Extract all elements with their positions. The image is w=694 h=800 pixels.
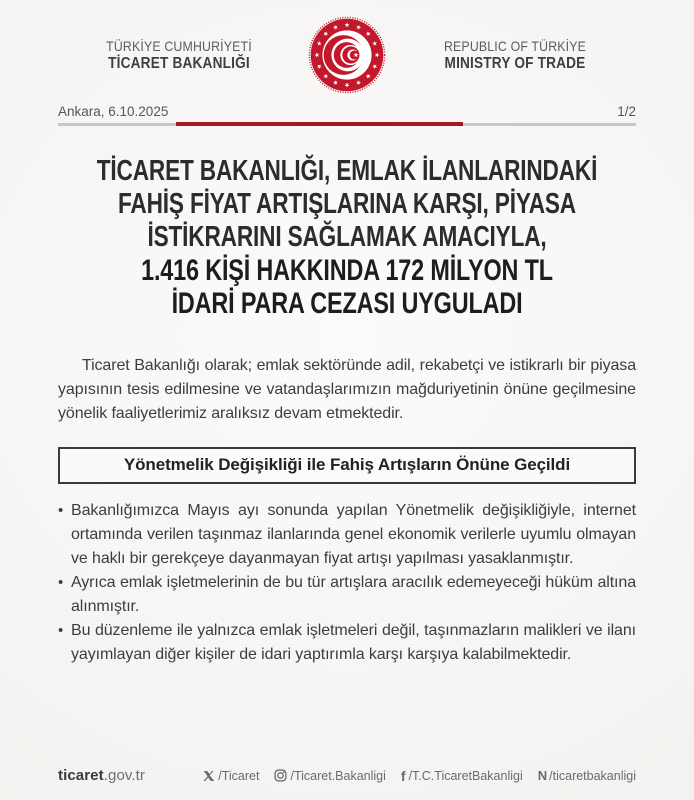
headline-line-2: FAHİŞ FİYAT ARTIŞLARINA KARŞI, PİYASA xyxy=(117,188,576,220)
website-url-bold: ticaret xyxy=(58,767,104,784)
facebook-icon: f xyxy=(400,767,406,784)
ministry-name-en xyxy=(409,38,622,73)
meta-row xyxy=(0,104,694,119)
intro-paragraph: Ticaret Bakanlığı olarak; emlak sektöründe adil, rekabetçi ve istikrarlı bir piyasa yapısının tesis edilmesine ve vatandaşlarımızın mağduriyetinin önüne geçilmesine yönelik faaliyetlerimiz aralıksız devam etmektedir. xyxy=(58,357,636,422)
social-item-instagram xyxy=(274,769,385,783)
ministry-name-en-line2: MINISTRY OF TRADE xyxy=(444,54,586,72)
website-url xyxy=(58,767,145,784)
headline-line-1: TİCARET BAKANLIĞI, EMLAK İLANLARINDAKİ xyxy=(96,155,598,187)
headline-line-5: İDARİ PARA CEZASI UYGULADI xyxy=(171,287,523,320)
header xyxy=(0,0,694,94)
bullet-item-2: • Ayrıca emlak işletmelerinin de bu tür artışlara aracılık edemeyeceği hüküm altına alınmıştır. xyxy=(58,571,636,619)
ministry-name-tr-line1: TÜRKİYE CUMHURİYETİ xyxy=(106,37,252,54)
ministry-of-trade-logo xyxy=(308,16,386,94)
nsosyal-icon: N xyxy=(537,768,547,783)
social-handle-nsosyal: /ticaretbakanligi xyxy=(549,768,636,783)
social-item-nsosyal xyxy=(538,769,636,783)
social-links xyxy=(203,769,636,783)
ministry-name-tr xyxy=(73,38,286,73)
bullet-item-3: • Bu düzenleme ile yalnızca emlak işletmeleri değil, taşınmazların malikleri ve ilanı yayımlayan diğer kişiler de idari yaptırımla karşı karşıya kalabilmektedir. xyxy=(58,619,636,667)
ministry-name-tr-line2: TİCARET BAKANLIĞI xyxy=(108,54,250,72)
divider-red-segment xyxy=(176,122,462,126)
section-heading: Yönetmelik Değişikliği ile Fahiş Artışların Önüne Geçildi xyxy=(123,455,571,474)
bullet-item-1: • Bakanlığımızca Mayıs ayı sonunda yapılan Yönetmelik değişikliğiyle, internet ortamında verilen taşınmaz ilanlarında genel ekonomik verilerle uyumlu olmayan ve haklı bir gerekçeye dayanmayan fiyat artışı yapılması yasaklanmıştır. xyxy=(58,499,636,571)
instagram-icon xyxy=(274,769,287,782)
crescent-star-emblem xyxy=(308,16,386,94)
dateline: Ankara, 6.10.2025 xyxy=(58,104,169,119)
ministry-name-en-line1: REPUBLIC OF TÜRKİYE xyxy=(443,37,587,54)
website-url-rest: .gov.tr xyxy=(103,767,146,784)
headline-line-3: İSTİKRARINI SAĞLAMAK AMACIYLA, xyxy=(147,221,547,253)
x-icon xyxy=(203,770,215,782)
social-item-facebook xyxy=(401,769,523,783)
headline xyxy=(76,155,617,320)
social-handle-x: /Ticaret xyxy=(218,768,260,783)
bullet-list xyxy=(58,499,636,667)
social-handle-instagram: /Ticaret.Bakanligi xyxy=(290,768,386,783)
social-handle-facebook: /T.C.TicaretBakanligi xyxy=(408,768,523,783)
social-item-x xyxy=(203,769,259,783)
header-divider xyxy=(58,122,636,127)
section-heading-box xyxy=(58,447,636,484)
headline-line-4: 1.416 KİŞİ HAKKINDA 172 MİLYON TL xyxy=(141,254,553,287)
footer xyxy=(0,767,694,800)
page-indicator: 1/2 xyxy=(617,104,636,119)
